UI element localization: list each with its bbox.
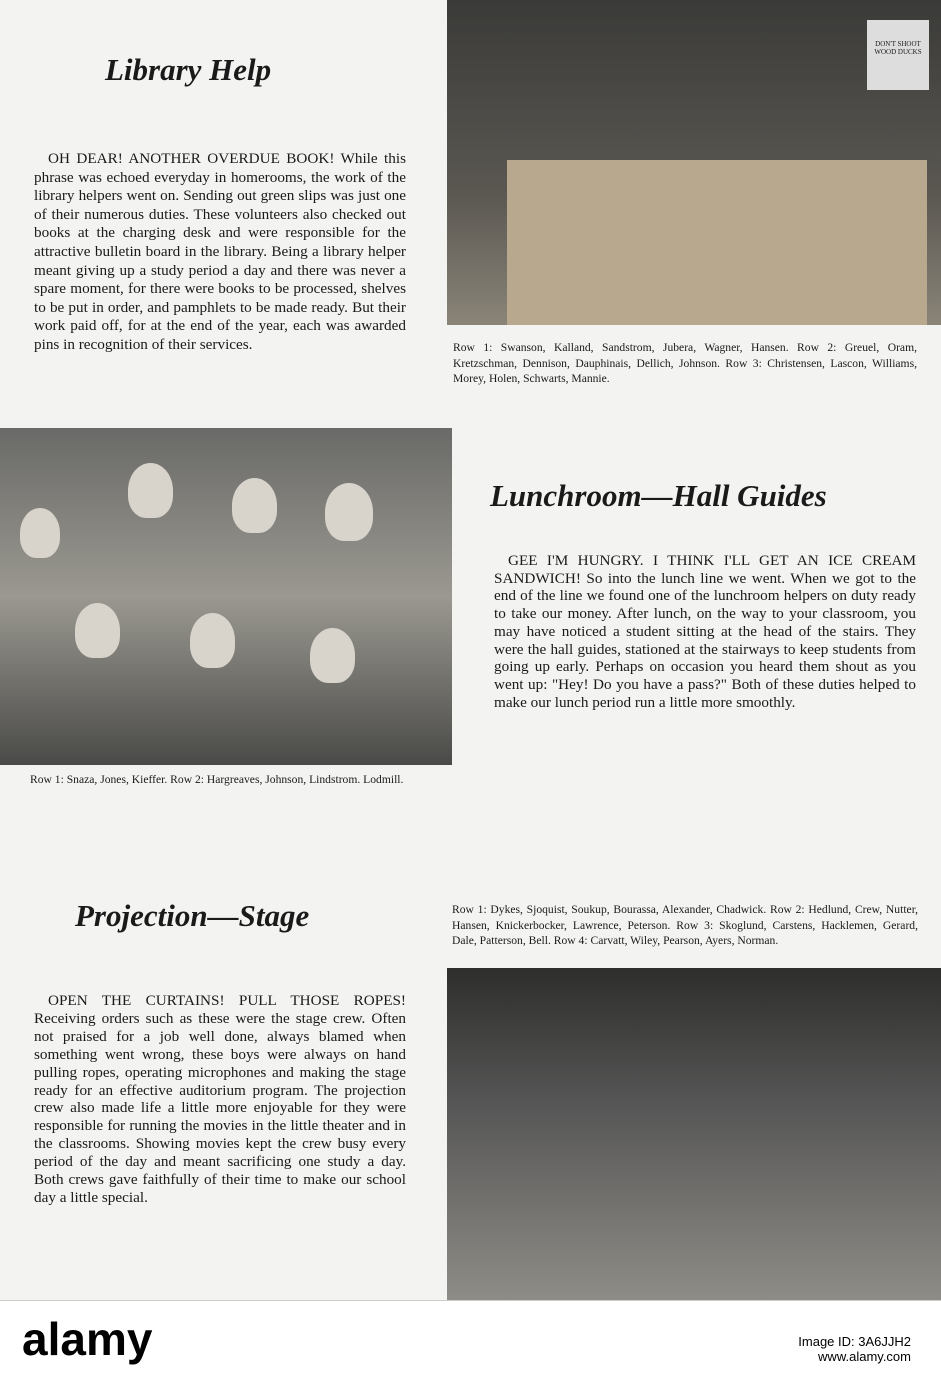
projection-caption: Row 1: Dykes, Sjoquist, Soukup, Bourassa, Alexander, Chadwick. Row 2: Hedlund, Crew, Nutter, Hansen, Knickerbocker, Lawrence, Peterson. Row 3: Skoglund, Carstens, Hacklemen, Gerard, Dale, Patterson, Bell. Row 4: Carvatt, Wiley, Pearson, Ayers, Norman.	[452, 903, 918, 948]
projection-title: Projection—Stage	[75, 898, 310, 933]
lunchroom-body: GEE I'M HUNGRY. I THINK I'LL GET AN ICE CREAM SANDWICH! So into the lunch line we went. When we got to the end of the line we found one of the lunchroom helpers on duty ready to take our money. After lunch, on the way to your classroom, you may have noticed a student sitting at the head of the stairs. They were the hall guides, stationed at the stairways to keep students from going up early. Perhaps on occasion you heard them shout as you went up: "Hey! Do you have a pass?" Both of these duties helped to make our lunch period run a little more smoothly.	[494, 552, 916, 711]
bulletin-sign: DON'T SHOOT WOOD DUCKS	[867, 20, 929, 90]
lunchroom-caption: Row 1: Snaza, Jones, Kieffer. Row 2: Hargreaves, Johnson, Lindstrom. Lodmill.	[30, 773, 404, 786]
library-body: OH DEAR! ANOTHER OVERDUE BOOK! While this phrase was echoed everyday in homerooms, the work of the library helpers went on. Sending out green slips was just one of their numerous duties. These volunteers also checked out books at the charging desk and were responsible for the attractive bulletin board in the library. Being a library helper meant giving up a study period a day and there was never a spare moment, for there were books to be processed, shelves to be put in order, and pamphlets to be made ready. But their work paid off, for at the end of the year, each was awarded pins in recognition of their services.	[34, 150, 406, 353]
library-title: Library Help	[105, 52, 272, 87]
library-helpers-photo	[447, 0, 941, 325]
alamy-logo: alamy	[22, 1313, 153, 1365]
lunchroom-title: Lunchroom—Hall Guides	[490, 478, 827, 513]
projection-body: OPEN THE CURTAINS! PULL THOSE ROPES! Receiving orders such as these were the stage crew. Often not praised for a job well done, always blamed when something went wrong, these boys were always on hand pulling ropes, operating microphones and making the stage ready for an effective auditorium program. The projection crew also made life a little more enjoyable for they were responsible for running the movies in the little theater and in the classrooms. Showing movies kept the crew busy every period of the day and meant sacrificing one study a day. Both crews gave faithfully of their time to make our school day a little special.	[34, 992, 406, 1206]
footer	[0, 1300, 941, 1390]
lunchroom-guides-photo	[0, 428, 452, 765]
alamy-url[interactable]: www.alamy.com	[818, 1349, 911, 1364]
projection-stage-photo	[447, 968, 941, 1300]
library-caption: Row 1: Swanson, Kalland, Sandstrom, Jubera, Wagner, Hansen. Row 2: Greuel, Oram, Kretzschman, Dennison, Dauphinais, Dellich, Johnson. Row 3: Christensen, Lascon, Williams, Morey, Holen, Schwarts, Mannie.	[453, 341, 917, 386]
image-id: Image ID: 3A6JJH2	[798, 1334, 911, 1349]
charging-desk	[507, 160, 927, 325]
